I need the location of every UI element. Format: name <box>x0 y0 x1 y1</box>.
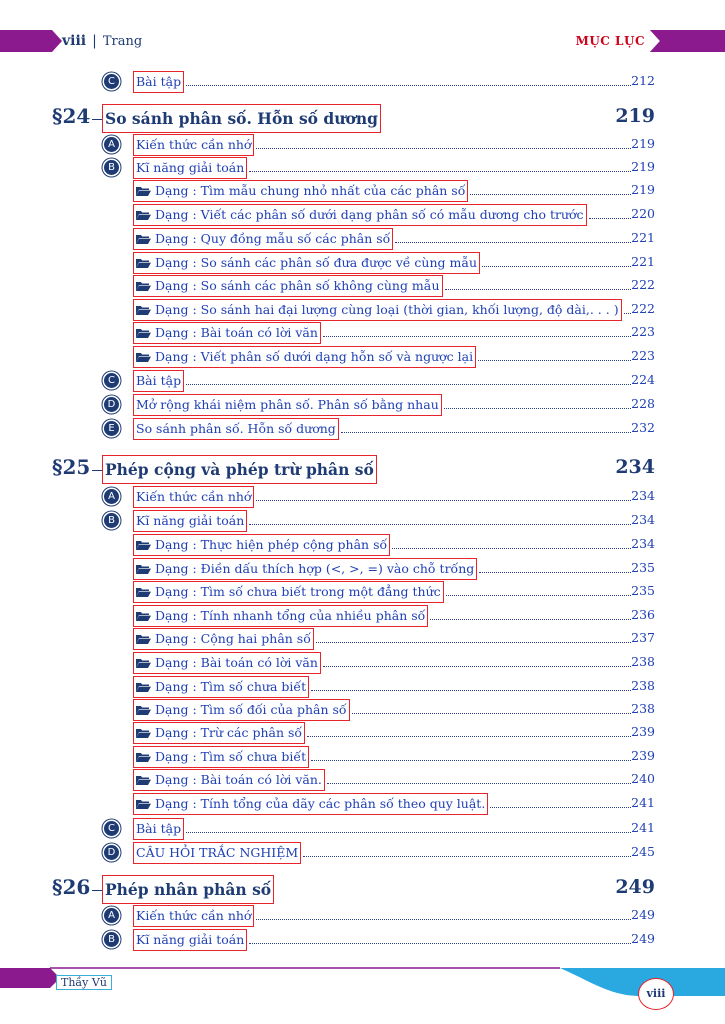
item-badge-icon: B <box>104 160 119 175</box>
entry-text: Dạng : Tìm số chưa biết <box>155 679 307 694</box>
folder-open-icon <box>136 210 151 220</box>
entry-page-number: 228 <box>631 396 655 411</box>
leader-dots <box>249 943 631 944</box>
item-badge-icon: C <box>104 373 119 388</box>
entry-text: Dạng : Trừ các phân số <box>155 725 303 740</box>
leader-dots <box>589 218 631 219</box>
dang-label[interactable] <box>133 252 480 274</box>
entry-page-number: 234 <box>631 512 655 527</box>
toc-entry[interactable] <box>0 204 725 226</box>
folder-open-icon <box>136 587 151 597</box>
dang-label[interactable] <box>133 322 321 344</box>
entry-page-number: 235 <box>631 560 655 575</box>
leader-dots <box>256 500 631 501</box>
item-badge-icon: B <box>104 513 119 528</box>
section-number: §24 <box>52 104 91 128</box>
dang-label[interactable] <box>133 769 325 791</box>
entry-text: Dạng : Quy đồng mẫu số các phân số <box>155 231 391 246</box>
leader-dots <box>303 856 631 857</box>
leader-dots <box>444 408 631 409</box>
folder-open-icon <box>136 799 151 809</box>
entry-text: Kiến thức cần nhớ <box>136 137 252 152</box>
folder-open-icon <box>136 775 151 785</box>
item-label[interactable] <box>133 486 254 508</box>
item-label[interactable] <box>133 929 247 951</box>
section-title[interactable]: Phép nhân phân số <box>102 875 274 904</box>
item-label[interactable] <box>133 905 254 927</box>
entry-text: Mở rộng khái niệm phân số. Phân số bằng nhau <box>136 397 439 412</box>
section-page-number: 249 <box>615 876 655 898</box>
entry-page-number: 224 <box>631 372 655 387</box>
leader-dots <box>478 360 631 361</box>
leader-dots <box>395 242 631 243</box>
entry-text: Dạng : Tính nhanh tổng của nhiều phân số <box>155 608 426 623</box>
dang-label[interactable] <box>133 722 305 744</box>
toc-entry[interactable] <box>0 875 725 905</box>
entry-text: Dạng : Tìm số chưa biết <box>155 749 307 764</box>
entry-page-number: 223 <box>631 324 655 339</box>
dang-label[interactable] <box>133 228 393 250</box>
entry-text: Bài tập <box>136 821 182 836</box>
entry-page-number: 219 <box>631 136 655 151</box>
item-label[interactable] <box>133 394 442 416</box>
dang-label[interactable] <box>133 204 587 226</box>
entry-page-number: 232 <box>631 420 655 435</box>
leader-dots <box>430 619 631 620</box>
entry-text: Dạng : Cộng hai phân số <box>155 631 311 646</box>
entry-text: Dạng : Tìm số đối của phân số <box>155 702 347 717</box>
toc-entry[interactable] <box>0 370 725 392</box>
folder-open-icon <box>136 611 151 621</box>
toc-entry[interactable] <box>0 581 725 603</box>
toc-entry[interactable] <box>0 929 725 951</box>
entry-text: Dạng : So sánh hai đại lượng cùng loại (thời gian, khối lượng, độ dài,. . . ) <box>155 302 619 317</box>
dang-label[interactable] <box>133 793 488 815</box>
leader-dots <box>479 572 631 573</box>
leader-dots <box>624 313 631 314</box>
toc-entry[interactable] <box>0 769 725 791</box>
entry-page-number: 220 <box>631 206 655 221</box>
section-page-number: 234 <box>615 456 655 478</box>
toc-entry[interactable] <box>0 534 725 556</box>
entry-text: CÂU HỎI TRẮC NGHIỆM <box>136 845 299 860</box>
leader-dots <box>316 642 631 643</box>
dang-label[interactable] <box>133 180 468 202</box>
item-badge-icon: A <box>104 908 119 923</box>
entry-page-number: 222 <box>631 277 655 292</box>
item-label[interactable] <box>133 818 184 840</box>
leader-dots <box>256 148 631 149</box>
entry-text: Dạng : So sánh các phân số đưa được về cùng mẫu <box>155 255 478 270</box>
folder-open-icon <box>136 234 151 244</box>
leader-dots <box>470 194 631 195</box>
leader-dots <box>311 760 631 761</box>
item-label[interactable] <box>133 510 247 532</box>
toc-entry[interactable] <box>0 793 725 815</box>
folder-open-icon <box>136 540 151 550</box>
entry-page-number: 245 <box>631 844 655 859</box>
toc-entry[interactable] <box>0 605 725 627</box>
item-badge-icon: C <box>104 821 119 836</box>
item-label[interactable] <box>133 157 247 179</box>
leader-dots <box>446 595 631 596</box>
leader-dots <box>249 171 631 172</box>
entry-text: Dạng : Viết các phân số dưới dạng phân số có mẫu dương cho trước <box>155 207 584 222</box>
dang-label[interactable] <box>133 275 443 297</box>
leader-dots <box>352 713 631 714</box>
toc-entry[interactable] <box>0 394 725 416</box>
folder-open-icon <box>136 281 151 291</box>
entry-page-number: 249 <box>631 931 655 946</box>
toc-entry[interactable] <box>0 455 725 485</box>
folder-open-icon <box>136 682 151 692</box>
folder-open-icon <box>136 705 151 715</box>
section-title[interactable]: Phép cộng và phép trừ phân số <box>102 455 377 484</box>
toc-entry[interactable] <box>0 275 725 297</box>
dang-label[interactable] <box>133 676 309 698</box>
entry-text: Dạng : Viết phân số dưới dạng hỗn số và ngược lại <box>155 349 474 364</box>
entry-page-number: 236 <box>631 607 655 622</box>
toc-entry[interactable] <box>0 180 725 202</box>
entry-text: Dạng : Bài toán có lời văn. <box>155 772 322 787</box>
leader-dots <box>392 548 631 549</box>
item-badge-icon: E <box>104 421 119 436</box>
entry-text: Kiến thức cần nhớ <box>136 908 252 923</box>
toc-entry[interactable] <box>0 652 725 674</box>
toc-entry[interactable] <box>0 842 725 864</box>
entry-page-number: 223 <box>631 348 655 363</box>
folder-open-icon <box>136 634 151 644</box>
header-left: viii | Trang <box>62 33 143 49</box>
leader-dots <box>327 783 631 784</box>
dang-label[interactable] <box>133 605 428 627</box>
entry-text: Dạng : Tính tổng của dãy các phân số theo quy luật. <box>155 796 486 811</box>
toc-entry[interactable] <box>0 510 725 532</box>
leader-line <box>92 119 102 120</box>
entry-text: So sánh phân số. Hỗn số dương <box>136 421 336 436</box>
entry-page-number: 234 <box>631 488 655 503</box>
entry-page-number: 235 <box>631 583 655 598</box>
entry-page-number: 221 <box>631 230 655 245</box>
leader-dots <box>490 807 631 808</box>
leader-line <box>92 470 102 471</box>
entry-page-number: 239 <box>631 724 655 739</box>
header-page-number: viii <box>62 33 87 49</box>
item-label[interactable] <box>133 134 254 156</box>
leader-dots <box>249 524 631 525</box>
dang-label[interactable] <box>133 628 314 650</box>
folder-open-icon <box>136 658 151 668</box>
folder-open-icon <box>136 564 151 574</box>
toc-entry[interactable] <box>0 346 725 368</box>
entry-text: Kĩ năng giải toán <box>136 160 245 175</box>
leader-dots <box>186 832 631 833</box>
entry-text: Dạng : Thực hiện phép cộng phân số <box>155 537 388 552</box>
entry-page-number: 241 <box>631 795 655 810</box>
folder-open-icon <box>136 328 151 338</box>
entry-page-number: 212 <box>631 73 655 88</box>
toc-entry[interactable] <box>0 676 725 698</box>
entry-text: Dạng : So sánh các phân số không cùng mẫu <box>155 278 440 293</box>
leader-dots <box>307 736 631 737</box>
entry-page-number: 219 <box>631 182 655 197</box>
footer-page-number: viii <box>638 978 674 1010</box>
entry-text: Dạng : Bài toán có lời văn <box>155 655 318 670</box>
folder-open-icon <box>136 352 151 362</box>
section-number: §25 <box>52 455 91 479</box>
toc-entry[interactable] <box>0 322 725 344</box>
item-label[interactable] <box>133 71 184 93</box>
toc-entry[interactable] <box>0 228 725 250</box>
entry-text: Bài tập <box>136 74 182 89</box>
entry-text: Bài tập <box>136 373 182 388</box>
folder-open-icon <box>136 305 151 315</box>
entry-text: Kĩ năng giải toán <box>136 513 245 528</box>
toc-entry[interactable] <box>0 818 725 840</box>
toc-entry[interactable] <box>0 699 725 721</box>
entry-text: Kiến thức cần nhớ <box>136 489 252 504</box>
header-trang-label: Trang <box>102 34 143 49</box>
entry-text: Dạng : Tìm mẫu chung nhỏ nhất của các phân số <box>155 183 466 198</box>
leader-dots <box>186 384 631 385</box>
entry-page-number: 234 <box>631 536 655 551</box>
leader-dots <box>482 266 631 267</box>
folder-open-icon <box>136 186 151 196</box>
leader-dots <box>311 690 631 691</box>
header-chapter-title: MỤC LỤC <box>575 34 645 48</box>
dang-label[interactable] <box>133 581 444 603</box>
dang-label[interactable] <box>133 346 476 368</box>
dang-label[interactable] <box>133 652 321 674</box>
section-title[interactable]: So sánh phân số. Hỗn số dương <box>102 104 381 133</box>
dang-label[interactable] <box>133 558 477 580</box>
item-badge-icon: D <box>104 845 119 860</box>
dang-label[interactable] <box>133 746 309 768</box>
entry-page-number: 238 <box>631 678 655 693</box>
toc-entry[interactable] <box>0 252 725 274</box>
entry-page-number: 241 <box>631 820 655 835</box>
item-badge-icon: C <box>104 74 119 89</box>
folder-open-icon <box>136 258 151 268</box>
dang-label[interactable] <box>133 699 350 721</box>
toc-entry[interactable] <box>0 134 725 156</box>
folder-open-icon <box>136 752 151 762</box>
toc-entry[interactable] <box>0 905 725 927</box>
toc-entry[interactable] <box>0 418 725 440</box>
leader-dots <box>323 336 631 337</box>
toc-entry[interactable] <box>0 486 725 508</box>
entry-text: Dạng : Bài toán có lời văn <box>155 325 318 340</box>
toc-entry[interactable] <box>0 746 725 768</box>
dang-label[interactable] <box>133 299 622 321</box>
item-badge-icon: B <box>104 932 119 947</box>
entry-text: Dạng : Điền dấu thích hợp (<, >, =) vào chỗ trống <box>155 561 475 576</box>
entry-page-number: 240 <box>631 771 655 786</box>
footer-author: Thầy Vũ <box>56 975 112 990</box>
item-label[interactable] <box>133 370 184 392</box>
item-badge-icon: D <box>104 397 119 412</box>
entry-page-number: 221 <box>631 254 655 269</box>
leader-dots <box>323 666 631 667</box>
entry-page-number: 237 <box>631 630 655 645</box>
leader-line <box>92 890 102 891</box>
item-label[interactable] <box>133 418 339 440</box>
leader-dots <box>256 919 631 920</box>
toc-entry[interactable] <box>0 104 725 134</box>
section-number: §26 <box>52 875 91 899</box>
entry-page-number: 239 <box>631 748 655 763</box>
toc-entry[interactable] <box>0 71 725 93</box>
item-badge-icon: A <box>104 137 119 152</box>
entry-text: Kĩ năng giải toán <box>136 932 245 947</box>
item-badge-icon: A <box>104 489 119 504</box>
entry-page-number: 238 <box>631 701 655 716</box>
entry-page-number: 249 <box>631 907 655 922</box>
entry-page-number: 219 <box>631 159 655 174</box>
leader-dots <box>341 432 631 433</box>
toc-entry[interactable] <box>0 299 725 321</box>
toc-entry[interactable] <box>0 722 725 744</box>
toc-entry[interactable] <box>0 628 725 650</box>
dang-label[interactable] <box>133 534 390 556</box>
section-page-number: 219 <box>615 105 655 127</box>
entry-text: Dạng : Tìm số chưa biết trong một đẳng thức <box>155 584 441 599</box>
toc-entry[interactable] <box>0 157 725 179</box>
entry-page-number: 238 <box>631 654 655 669</box>
item-label[interactable] <box>133 842 301 864</box>
toc-entry[interactable] <box>0 558 725 580</box>
leader-dots <box>445 289 631 290</box>
folder-open-icon <box>136 728 151 738</box>
leader-dots <box>186 85 631 86</box>
entry-page-number: 222 <box>631 301 655 316</box>
